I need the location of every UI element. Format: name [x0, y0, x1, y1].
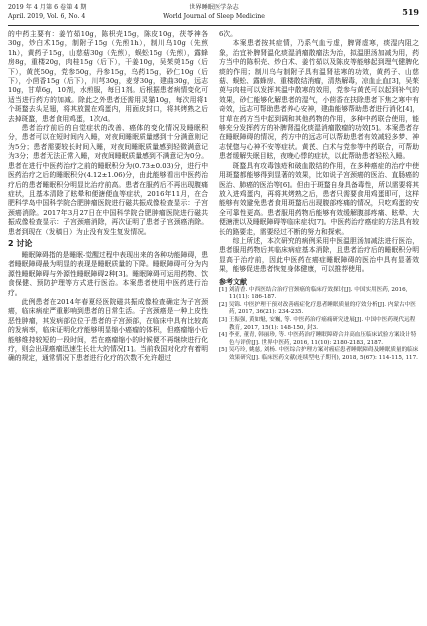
references-heading: 参考文献 [219, 277, 247, 286]
reference-item: [3] 王振强, 黄如魁, 安巍, 等. 中医药治疗癌痛研究进展[J]. 中国中医药现代远程教育, 2017, 15(1): 148-150, 封3. [219, 316, 416, 331]
right-column [219, 30, 419, 363]
reference-item: [2] 吴锦. 中医护理干预对改善癌症化疗患者睡眠质量的疗效分析[J]. 内蒙古中医药, 2017, 36(21): 234-235. [219, 301, 416, 316]
left-column [8, 30, 208, 364]
analysis-paragraph: 本案患者按其症情，乃系气血亏虚，脾肾虚寒，痰湿内阻之象，治宜补脾肾温化痰湿消瘤散瘤法为治，拟温胆汤加减为用，药方当中的陈枳壳、炒白术、姜竹茹以及陈皮等能够起到理气健脾化痰的作用；制川乌与制附子具有温肾祛寒的功效，黄药子、山慈菇、蜈蚣、露蜂房、重楼散结消瘤，清热解毒，凉血止血[3]，吴茱萸与肉桂可以发挥其温中散寒的效用，党参与黄芪可以起到补气的效果，砂仁能够化解患者的湿气，小茴香在扶除患者下焦之寒中有奇效，远志可帮助患者养心安神，建曲能够帮助患者进行消化[4]，甘草在药方当中起到调和其他药物的作用，多种中药联合使用，能够充分发挥药方的补脾肾温化痰湿消瘤散瘤的功效[5]。本案患者存在睡眠障碍的情况，药方中的远志可以帮助患者有效减轻多梦、神志恍惚与心神不安等症状。黄芪、白术与党参等中药联合，可帮助患者缓解失眠目眩，夜晚心悸的症状，以此帮助患者轻松入睡。 [219, 39, 419, 161]
conclusion-paragraph: 综上所述，本次研究的病例采用中医温胆汤加减法进行医治，患者服用药物后其临床病症基本消除，且患者治疗后的睡眠积分明显高于治疗前，因此中医药在癌症睡眠障碍的医治中具有显著效果，能够促进患者恢复身体健康，可以推荐使用。 [219, 236, 419, 274]
outcome-paragraph: 患者治疗前后的自觉症状的改善、癌体的变化情况及睡眠积分，患者可以在短时间内入睡，对夜间睡眠质量感到十分满意则记为5分；患者需要较长时间入睡，对夜间睡眠质量感到轻微满意记为3分；患者无法正常入睡，对夜间睡眠质量感到不满意记为0分。患者在进行中医药治疗之前的睡眠积分为(0.73±0.03)分，进行中医药治疗之后的睡眠积分(4.12±1.06)分，由此能够看出中医药治疗后的患者睡眠积分明显比治疗前高。患者在服药后不再出现腹痛症状，且基本清除了眩晕和便溏便血等症状，2016年11月，在合肥科学岛中国科学院合肥肿瘤医院进行磁共振成像检查显示：子宫颈癌消除。2017年3月27日在中国科学院合肥肿瘤医院进行磁共振成像检查显示：子宫颈癌消除，再次证明了患者子宫颈癌消除。患者到现在（发稿日）为止没有发生复发情况。 [8, 124, 208, 236]
page-number: 519 [402, 7, 419, 17]
reference-item: [4] 李亚, 董青, 韩丽珍, 等. 中医药治疗睡眠障碍合并高血压临床试验方案设计特色与评价[J]. 世界中医药, 2016, 11(10): 2180-2183, 2187. [219, 332, 417, 346]
cantharis-paragraph: 斑蝥具有攻毒蚀疮和破血散结的作用，在多种癌症的治疗中使用斑蝥都能够得到显著的效果，比如说子宫颈癌的医治、直肠癌的医治、肺癌的医治等[6]。但由于斑蝥自身具备毒性，所以需要将其放入进鸡蛋内，再将其烤熟之后，患者只需要食用鸡蛋即可，这样能够有效避免患者食用斑蝥后出现腹部疼痛的情况，只吃鸡蛋的安全可靠性更高。患者服用药物后能够有效缓解腹部疼痛、眩晕、大便溏泄以及睡眠障碍等临床症状[7]。中医药治疗癌症的方法具有较长的路要走，需要经过不断的努力和探索。 [219, 161, 419, 236]
issue-date-en: April. 2019, Vol. 6, No. 4 [8, 13, 86, 20]
reference-item: [5] 吴巧玲, 姚慈, 刘杨. 中医综合护理方案对癌症患者睡眠障碍及睡眠质量的临床效果研究[J]. 临床医药文献(连续型电子期刊), 2018, 5(67): 114-115, 117. [219, 347, 419, 361]
section-heading-discussion: 2 讨论 [8, 238, 33, 248]
journal-title-cn: 世界睡眠医学杂志 [189, 4, 239, 11]
reference-list [219, 287, 419, 363]
continuation-text: 6次。 [219, 30, 237, 38]
reference-item: [1] 刘清香. 中西医结合治疗宫颈癌的临床疗效探讨[J]. 中国实用医药, 2016, 11(11): 186-187. [219, 286, 408, 301]
journal-title-en: World Journal of Sleep Medicine [163, 13, 265, 20]
case-paragraph: 此例患者在2014年春夏经医院磁共振成像检查确定为子宫颈癌，临床病症严重影响到患者的日常生活。子宫颈癌是一种上皮性恶性肿瘤，其发病部位位于患者的子宫颈部，在临床中具有比较高的发病率，临床证明化疗能够明显缩小癌瘤的体积，但癌瘤缩小后能够维持较短的一段时间，若在癌瘤缩小的时候便不再继续进行化疗，则会出现癌瘤迅速生长壮大的情况[1]。当前我国对化疗有着明确的规定，通常情况下患者进行化疗的次数不允许超过 [8, 297, 208, 363]
prescription-paragraph: 的中药主要有：姜竹茹10g，陈枳壳15g，陈皮10g，茯苓神各30g，炒白术15g，制附子15g（先煎1h），制川乌10g（先煎1h），黄药子15g，山慈菇30g（先煎），蜈蚣15g（先煎），露蜂房8g，重楼20g，肉桂15g（后下），干姜10g，吴茱萸15g（后下），黄芪50g，党参50g，丹参15g，乌药15g，砂仁10g（后下），小茴香15g（后下），川芎30g，麦芽30g，建曲30g，远志10g，甘草6g，10剂，水煎服，每日1剂。后根据患者病情变化可适当进行药方的加减。除此之外患者还需用灵猫10g，每次用将1个斑蝥去头足翅，将其放置在鸡蛋内，用面皮封口，将其烤熟之后去掉斑蝥，患者食用鸡蛋，1次/d。 [8, 30, 208, 123]
page-header [8, 3, 419, 26]
sleep-disorder-paragraph: 睡眠障碍指的是睡眠-觉醒过程中表现出来的各种功能障碍，患者睡眠障碍最为明显的表现是睡眠质量的下降。睡眠障碍可分为内源性睡眠障碍与外源性睡眠障碍2种[3]。睡眠障碍可运用药物、饮食保健、预防护理等方式进行医治。本案患者使用中医药进行治疗。 [8, 250, 208, 297]
issue-date-cn: 2019 年 4 月第 6 卷第 4 期 [8, 4, 87, 11]
